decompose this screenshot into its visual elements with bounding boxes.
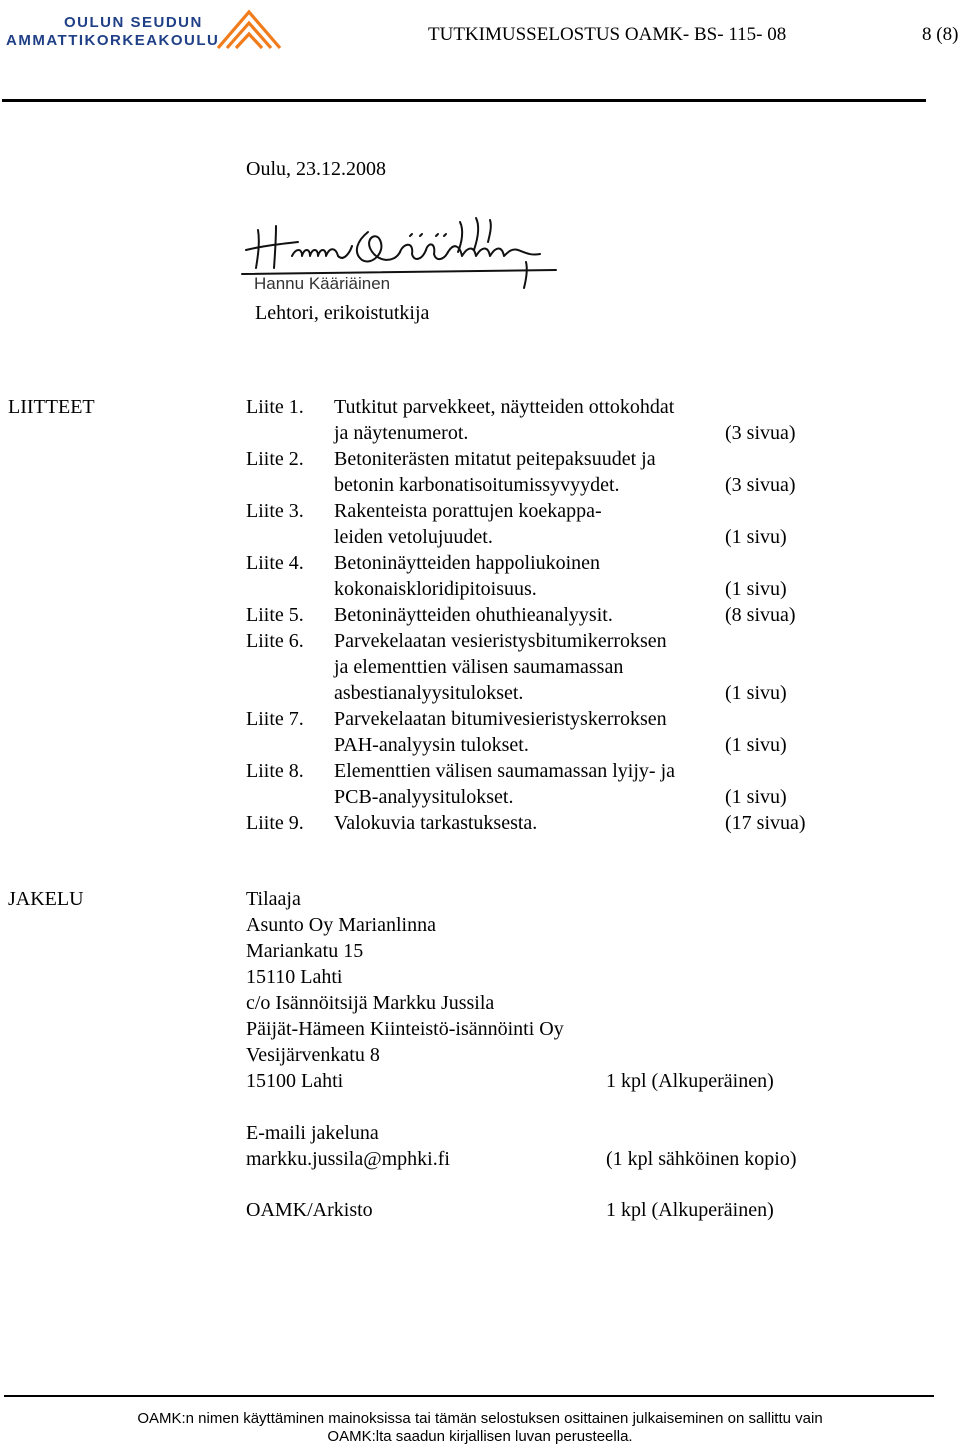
attachment-description: Parvekelaatan bitumivesieristyskerroksen [334,708,667,730]
attachment-description: Betoninäytteiden happoliukoinen [334,552,601,574]
attachment-page-count: (1 sivu) [725,526,787,548]
attachment-number: Liite 9. [246,812,304,834]
email-address[interactable]: markku.jussila@mphki.fi [246,1148,450,1170]
distribution-line: Päijät-Hämeen Kiinteistö-isännöinti Oy [246,1018,564,1040]
distribution-copy-count: (1 kpl sähköinen kopio) [606,1148,797,1170]
attachment-description: asbestianalyysitulokset. [334,682,524,704]
attachment-page-count: (8 sivua) [725,604,796,626]
distribution-line: c/o Isännöitsijä Markku Jussila [246,992,495,1014]
attachment-page-count: (1 sivu) [725,786,787,808]
attachment-page-count: (1 sivu) [725,578,787,600]
footer-divider [4,1395,934,1397]
distribution-copy-count: 1 kpl (Alkuperäinen) [606,1070,774,1092]
attachment-description: PCB-analyysitulokset. [334,786,514,808]
attachment-description: PAH-analyysin tulokset. [334,734,529,756]
attachment-description: Rakenteista porattujen koekappa- [334,500,602,522]
distribution-line: 15100 Lahti [246,1070,344,1092]
signer-title: Lehtori, erikoistutkija [255,302,430,324]
signer-name: Hannu Kääriäinen [254,274,391,293]
attachment-page-count: (17 sivua) [725,812,806,834]
attachment-description: Tutkitut parvekkeet, näytteiden ottokohdat [334,396,675,418]
attachment-page-count: (3 sivua) [725,422,796,444]
attachment-number: Liite 7. [246,708,304,730]
attachment-description: Betoninäytteiden ohuthieanalyysit. [334,604,613,626]
attachment-page-count: (1 sivu) [725,682,787,704]
attachments-heading: LIITTEET [8,396,95,418]
attachment-number: Liite 8. [246,760,304,782]
attachment-description: Parvekelaatan vesieristysbitumikerroksen [334,630,667,652]
distribution-line: Mariankatu 15 [246,940,364,962]
document-title: TUTKIMUSSELOSTUS OAMK- BS- 115- 08 [428,24,787,45]
logo-text-line1: OULUN SEUDUN [64,14,203,31]
attachment-page-count: (1 sivu) [725,734,787,756]
distribution-line: Tilaaja [246,888,301,910]
attachment-number: Liite 5. [246,604,304,626]
logo-text-line2: AMMATTIKORKEAKOULU [6,32,220,49]
attachment-description: ja elementtien välisen saumamassan [334,656,624,678]
attachment-page-count: (3 sivua) [725,474,796,496]
attachment-description: Valokuvia tarkastuksesta. [334,812,538,834]
distribution-line: Asunto Oy Marianlinna [246,914,436,936]
attachment-description: kokonaiskloridipitoisuus. [334,578,537,600]
oamk-logo-icon [214,6,284,50]
footer-notice-line2: OAMK:lta saadun kirjallisen luvan perusteella. [327,1428,633,1445]
attachment-description: Betoniterästen mitatut peitepaksuudet ja [334,448,656,470]
attachment-number: Liite 1. [246,396,304,418]
attachment-number: Liite 3. [246,500,304,522]
distribution-copy-count: 1 kpl (Alkuperäinen) [606,1199,774,1221]
attachment-number: Liite 6. [246,630,304,652]
distribution-heading: JAKELU [8,888,84,910]
archive-label: OAMK/Arkisto [246,1199,373,1221]
attachment-number: Liite 2. [246,448,304,470]
attachment-description: betonin karbonatisoitumissyvyydet. [334,474,620,496]
attachment-number: Liite 4. [246,552,304,574]
attachment-description: ja näytenumerot. [334,422,469,444]
signature-date: Oulu, 23.12.2008 [246,158,386,180]
distribution-line: Vesijärvenkatu 8 [246,1044,380,1066]
header-divider [2,99,926,102]
email-distribution-label: E-maili jakeluna [246,1122,379,1144]
page-number: 8 (8) [922,24,959,45]
footer-notice-line1: OAMK:n nimen käyttäminen mainoksissa tai tämän selostuksen osittainen julkaiseminen on sallittu vain [137,1410,823,1427]
distribution-line: 15110 Lahti [246,966,343,988]
attachment-description: Elementtien välisen saumamassan lyijy- ja [334,760,676,782]
attachment-description: leiden vetolujuudet. [334,526,493,548]
